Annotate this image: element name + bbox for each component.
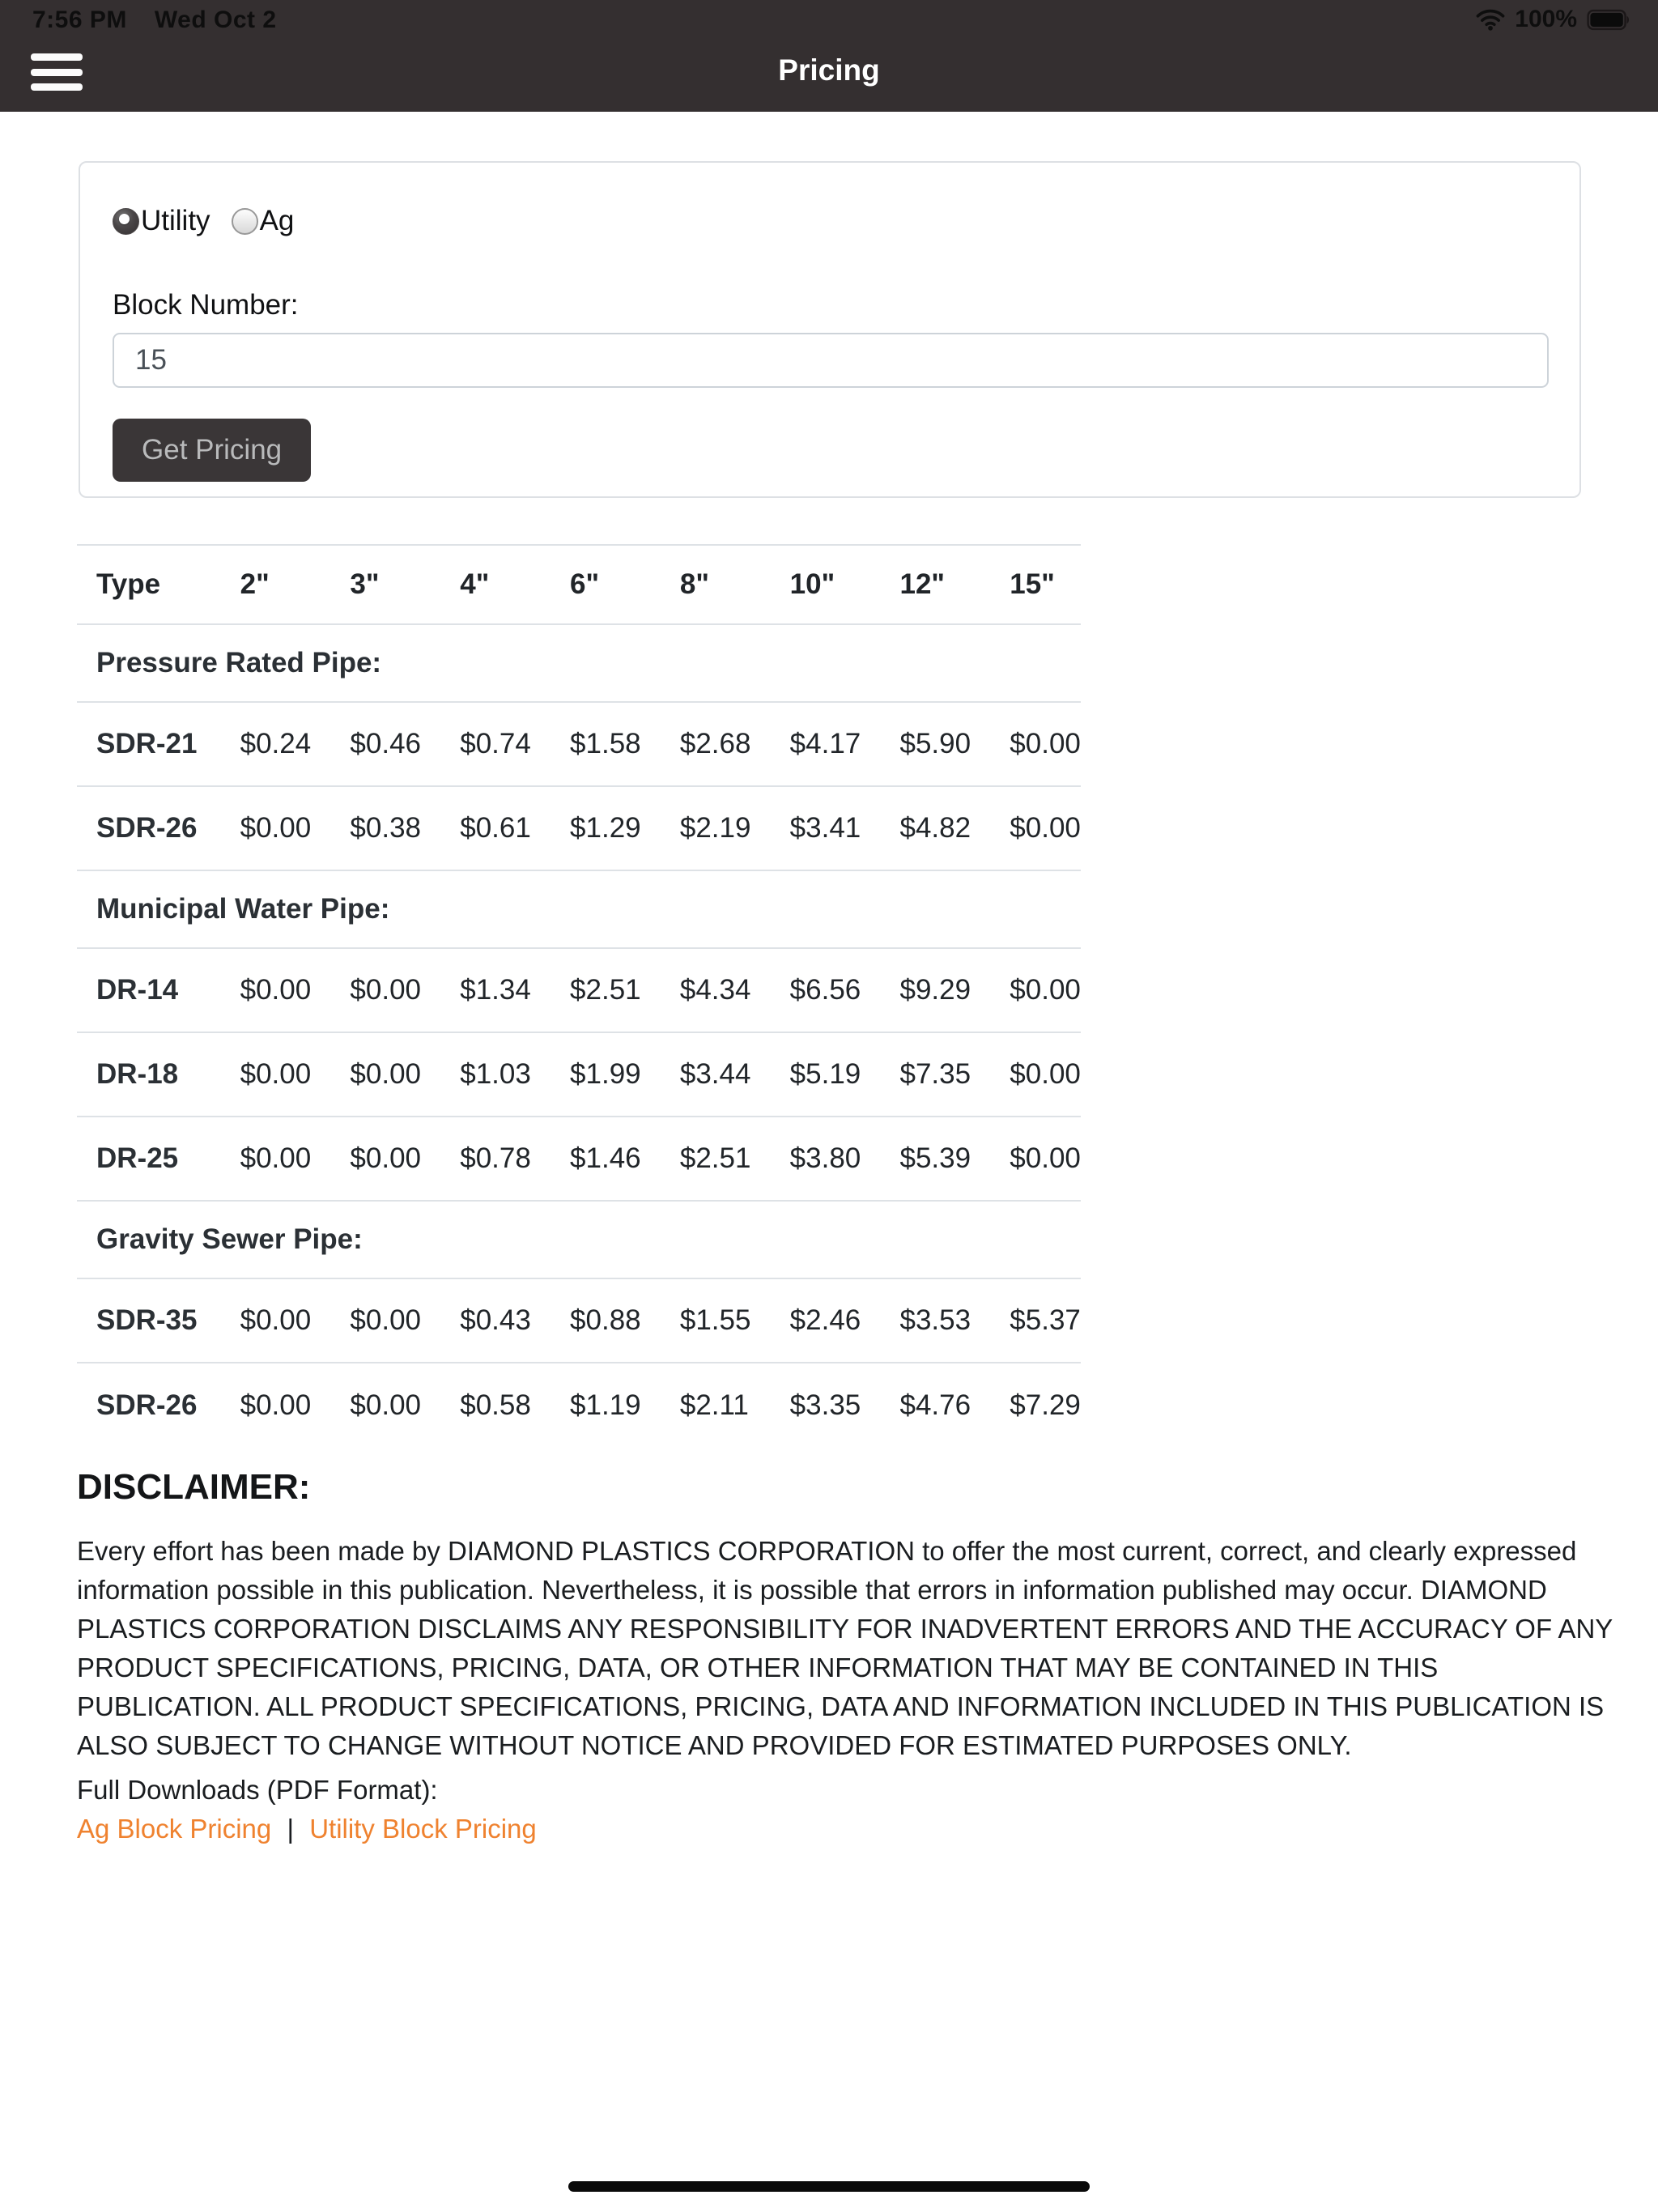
price-cell: $0.00 <box>340 1032 450 1117</box>
column-header: Type <box>77 545 231 624</box>
price-cell: $3.80 <box>780 1117 891 1201</box>
price-cell: $1.46 <box>560 1117 670 1201</box>
price-cell: $0.00 <box>1000 1032 1081 1117</box>
radio-ag[interactable] <box>232 208 258 235</box>
column-header: 12" <box>890 545 1000 624</box>
price-cell: $1.34 <box>450 948 560 1032</box>
row-type: DR-18 <box>77 1032 231 1117</box>
section-title: Municipal Water Pipe: <box>77 870 1081 948</box>
column-header: 15" <box>1000 545 1081 624</box>
table-row <box>77 948 1081 1032</box>
header-row <box>77 545 1081 624</box>
home-indicator[interactable] <box>568 2181 1090 2192</box>
nav-bar <box>0 36 1658 112</box>
price-cell: $0.38 <box>340 786 450 870</box>
price-cell: $0.00 <box>231 1032 341 1117</box>
row-type: SDR-35 <box>77 1278 231 1363</box>
price-cell: $0.78 <box>450 1117 560 1201</box>
price-cell: $0.00 <box>1000 702 1081 786</box>
link-separator: | <box>287 1814 295 1844</box>
radio-utility-label[interactable]: Utility <box>141 205 210 236</box>
disclaimer-heading: DISCLAIMER: <box>77 1467 311 1507</box>
section-title: Gravity Sewer Pipe: <box>77 1201 1081 1278</box>
row-type: SDR-26 <box>77 786 231 870</box>
price-cell: $4.82 <box>890 786 1000 870</box>
price-cell: $2.11 <box>670 1363 780 1447</box>
price-cell: $4.34 <box>670 948 780 1032</box>
app-header <box>0 0 1658 112</box>
pricing-form-card <box>79 161 1581 498</box>
table-row <box>77 1278 1081 1363</box>
status-time: 7:56 PM <box>32 6 127 33</box>
table-row <box>77 702 1081 786</box>
column-header: 2" <box>231 545 341 624</box>
battery-percentage: 100% <box>1515 6 1577 32</box>
price-cell: $0.88 <box>560 1278 670 1363</box>
row-type: SDR-21 <box>77 702 231 786</box>
pricing-table <box>77 544 1081 1447</box>
table-row <box>77 1117 1081 1201</box>
price-cell: $5.19 <box>780 1032 891 1117</box>
price-cell: $1.55 <box>670 1278 780 1363</box>
downloads-label: Full Downloads (PDF Format): <box>77 1775 438 1805</box>
ag-block-pricing-link[interactable]: Ag Block Pricing <box>77 1814 272 1844</box>
price-cell: $0.00 <box>340 1278 450 1363</box>
radio-utility[interactable] <box>113 208 139 235</box>
pricing-table-head <box>77 545 1081 624</box>
row-type: DR-25 <box>77 1117 231 1201</box>
price-cell: $3.41 <box>780 786 891 870</box>
column-header: 6" <box>560 545 670 624</box>
page-title: Pricing <box>778 53 880 87</box>
row-type: SDR-26 <box>77 1363 231 1447</box>
price-cell: $0.00 <box>231 1363 341 1447</box>
price-cell: $0.00 <box>231 948 341 1032</box>
table-row <box>77 1032 1081 1117</box>
price-cell: $2.51 <box>670 1117 780 1201</box>
price-cell: $0.74 <box>450 702 560 786</box>
price-cell: $1.03 <box>450 1032 560 1117</box>
price-cell: $0.00 <box>1000 948 1081 1032</box>
price-cell: $0.00 <box>1000 1117 1081 1201</box>
battery-icon <box>1587 9 1630 31</box>
price-cell: $2.19 <box>670 786 780 870</box>
section-row <box>77 624 1081 702</box>
price-cell: $3.44 <box>670 1032 780 1117</box>
price-cell: $6.56 <box>780 948 891 1032</box>
price-cell: $0.46 <box>340 702 450 786</box>
pricing-table-body <box>77 624 1081 1447</box>
price-cell: $4.17 <box>780 702 891 786</box>
price-cell: $0.61 <box>450 786 560 870</box>
price-cell: $2.51 <box>560 948 670 1032</box>
price-cell: $0.00 <box>231 786 341 870</box>
table-row <box>77 786 1081 870</box>
status-date: Wed Oct 2 <box>154 6 277 33</box>
price-cell: $5.37 <box>1000 1278 1081 1363</box>
pricing-type-radio-group <box>113 205 1547 237</box>
price-cell: $0.58 <box>450 1363 560 1447</box>
column-header: 4" <box>450 545 560 624</box>
get-pricing-button[interactable]: Get Pricing <box>113 419 311 482</box>
price-cell: $1.19 <box>560 1363 670 1447</box>
price-cell: $0.00 <box>340 948 450 1032</box>
price-cell: $0.43 <box>450 1278 560 1363</box>
price-cell: $9.29 <box>890 948 1000 1032</box>
section-title: Pressure Rated Pipe: <box>77 624 1081 702</box>
price-cell: $0.24 <box>231 702 341 786</box>
price-cell: $0.00 <box>1000 786 1081 870</box>
price-cell: $0.00 <box>340 1117 450 1201</box>
price-cell: $3.53 <box>890 1278 1000 1363</box>
price-cell: $2.46 <box>780 1278 891 1363</box>
price-cell: $4.76 <box>890 1363 1000 1447</box>
status-right <box>1476 6 1630 33</box>
price-cell: $7.29 <box>1000 1363 1081 1447</box>
wifi-icon <box>1476 8 1505 31</box>
column-header: 10" <box>780 545 891 624</box>
price-cell: $1.99 <box>560 1032 670 1117</box>
disclaimer-body: Every effort has been made by DIAMOND PLASTICS CORPORATION to offer the most current, correct, and clearly expressed information possible in this publication. Nevertheless, it is possible that errors in information published may occur. DIAMOND PLASTICS CORPORATION DISCLAIMS ANY RESPONSIBILITY FOR INADVERTENT ERRORS AND THE ACCURACY OF ANY PRODUCT SPECIFICATIONS, PRICING, DATA, OR OTHER INFORMATION THAT MAY BE CONTAINED IN THIS PUBLICATION. ALL PRODUCT SPECIFICATIONS, PRICING, DATA AND INFORMATION INCLUDED IN THIS PUBLICATION IS ALSO SUBJECT TO CHANGE WITHOUT NOTICE AND PROVIDED FOR ESTIMATED PURPOSES ONLY. <box>77 1536 1613 1760</box>
section-row <box>77 870 1081 948</box>
radio-ag-label[interactable]: Ag <box>259 205 295 236</box>
status-left <box>32 6 277 34</box>
column-header: 8" <box>670 545 780 624</box>
price-cell: $3.35 <box>780 1363 891 1447</box>
column-header: 3" <box>340 545 450 624</box>
price-cell: $2.68 <box>670 702 780 786</box>
block-number-label: Block Number: <box>113 289 299 321</box>
price-cell: $5.90 <box>890 702 1000 786</box>
section-row <box>77 1201 1081 1278</box>
price-cell: $0.00 <box>231 1278 341 1363</box>
block-number-input[interactable] <box>113 333 1549 388</box>
utility-block-pricing-link[interactable]: Utility Block Pricing <box>309 1814 537 1844</box>
row-type: DR-14 <box>77 948 231 1032</box>
status-bar <box>0 0 1658 36</box>
price-cell: $0.00 <box>231 1117 341 1201</box>
price-cell: $5.39 <box>890 1117 1000 1201</box>
price-cell: $0.00 <box>340 1363 450 1447</box>
price-cell: $7.35 <box>890 1032 1000 1117</box>
download-links <box>77 1814 537 1844</box>
table-row <box>77 1363 1081 1447</box>
price-cell: $1.29 <box>560 786 670 870</box>
price-cell: $1.58 <box>560 702 670 786</box>
